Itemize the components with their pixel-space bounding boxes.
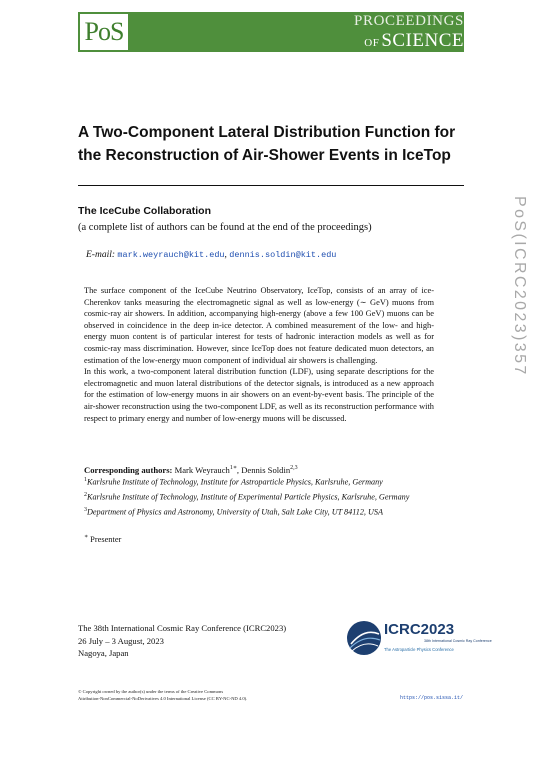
affiliation-3-text: Department of Physics and Astronomy, University of Utah, Salt Lake City, UT 84112, USA bbox=[87, 508, 384, 518]
side-identifier: PoS(ICRC2023)357 bbox=[511, 196, 528, 377]
conference-location: Nagoya, Japan bbox=[78, 648, 129, 658]
license-line-1: © Copyright owned by the author(s) under the terms of the Creative Commons bbox=[78, 689, 224, 694]
science-label bbox=[364, 30, 464, 52]
icrc-logo-tagline: The Astroparticle Physics Conference bbox=[384, 647, 454, 652]
presenter-note bbox=[84, 533, 121, 544]
collaboration-name: The IceCube Collaboration bbox=[78, 205, 212, 217]
icrc-logo-disk bbox=[347, 621, 381, 655]
affiliation-1 bbox=[84, 474, 474, 489]
affiliation-3-num: 3 bbox=[84, 507, 87, 514]
icrc-logo-subtitle: 38th International Cosmic Ray Conference bbox=[424, 639, 492, 643]
pos-url-link[interactable]: https://pos.sissa.it/ bbox=[400, 695, 464, 701]
author-1-sup: 1∗ bbox=[229, 465, 237, 471]
email-row bbox=[86, 250, 336, 260]
email-link-2[interactable]: dennis.soldin@kit.edu bbox=[229, 250, 337, 260]
author-2: Dennis Soldin bbox=[241, 464, 291, 475]
collaboration-note: (a complete list of authors can be found at the end of the proceedings) bbox=[78, 222, 372, 233]
proceedings-label: PROCEEDINGS bbox=[354, 13, 464, 29]
affiliation-2-num: 2 bbox=[84, 492, 87, 499]
conference-dates: 26 July – 3 August, 2023 bbox=[78, 635, 164, 646]
abstract-paragraph-1: The surface component of the IceCube Neutrino Observatory, IceTop, consists of an array of ice-Cherenkov tanks measuring the electromagnetic signal as well as low-energy (∼ GeV) muons from cosmic-ray air showers. In addition, accompanying high-energy (above a few 100 GeV) muons can be observed in coincidence in the deep in-ice detector. A combined measurement of the low- and high-energy muon content is of particular interest for tests of hadronic interaction models as well as for cosmic-ray mass discrimination. However, since IceTop does not feature dedicated muon detectors, an estimation of the low-energy muon component of individual air showers is challenging. bbox=[84, 286, 434, 365]
email-link-1[interactable]: mark.weyrauch@kit.edu bbox=[117, 250, 225, 260]
icrc-logo-text: ICRC2023 bbox=[384, 621, 455, 638]
abstract bbox=[84, 285, 434, 424]
presenter-text: Presenter bbox=[90, 534, 122, 544]
pos-logo bbox=[80, 14, 128, 50]
affiliation-1-text: Karlsruhe Institute of Technology, Institute for Astroparticle Physics, Karlsruhe, Germany bbox=[87, 477, 383, 487]
author-separator: , bbox=[236, 464, 242, 475]
of-label: OF bbox=[364, 37, 380, 49]
email-separator: , bbox=[224, 250, 227, 260]
pos-logo-text: PoS bbox=[84, 17, 124, 46]
affiliations bbox=[84, 474, 474, 520]
affiliation-2 bbox=[84, 489, 474, 504]
corresponding-label: Corresponding authors: bbox=[84, 464, 173, 475]
author-2-sup: 2,3 bbox=[290, 465, 298, 471]
abstract-paragraph-2: In this work, a two-component lateral distribution function (LDF), using separate descriptions for the electromagnetic and muon lateral distributions of the detector signals, is introduced as a new approach for the estimation of low-energy muons in air showers on an event-by-event basis. The principle of the air-shower reconstruction using the two-component LDF, as well as its reconstruction performance with respect to primary energy and number of low-energy muons will be discussed. bbox=[84, 367, 434, 423]
author-1: Mark Weyrauch bbox=[174, 464, 230, 475]
affiliation-2-text: Karlsruhe Institute of Technology, Institute of Experimental Particle Physics, Karlsruhe, Germany bbox=[87, 492, 410, 502]
title-rule bbox=[78, 185, 464, 186]
affiliation-3 bbox=[84, 504, 474, 519]
conference-info bbox=[78, 622, 286, 660]
science-word: SCIENCE bbox=[381, 30, 464, 51]
email-label: E-mail: bbox=[86, 250, 116, 260]
license-note bbox=[78, 688, 247, 702]
license-line-2: Attribution-NonCommercial-NoDerivatives 4.0 International License (CC BY-NC-ND 4.0). bbox=[78, 696, 248, 701]
conference-name: The 38th International Cosmic Ray Conference (ICRC2023) bbox=[78, 623, 287, 633]
paper-title: A Two-Component Lateral Distribution Function for the Reconstruction of Air-Shower Events in IceTop bbox=[78, 124, 456, 164]
affiliation-1-num: 1 bbox=[84, 477, 87, 483]
presenter-mark: ∗ bbox=[84, 534, 89, 540]
